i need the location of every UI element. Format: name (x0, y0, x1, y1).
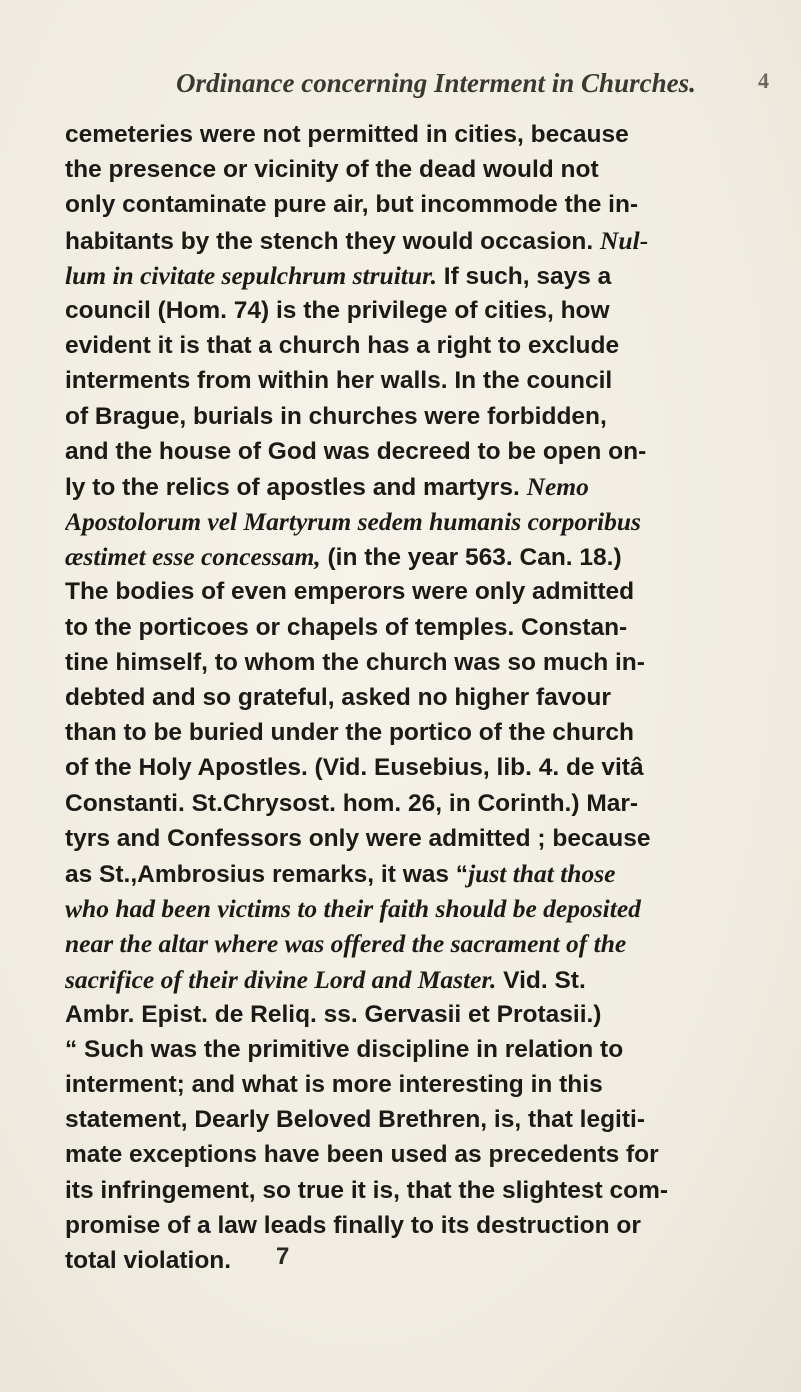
text-segment: total violation. (65, 1247, 232, 1274)
text-segment: only contaminate pure air, but incommode the in- (65, 191, 639, 219)
text-line (65, 1137, 800, 1172)
running-head (176, 68, 786, 104)
text-segment: its infringement, so true it is, that the slightest com- (65, 1176, 669, 1204)
text-line (65, 610, 800, 645)
italic-latin-segment: Apostolorum vel Martyrum sedem humanis corporibus (65, 507, 641, 537)
text-line (65, 504, 800, 539)
text-line (65, 1208, 800, 1243)
text-line (65, 1067, 800, 1102)
text-segment: council (Hom. 74) is the privilege of cities, how (65, 296, 610, 324)
italic-latin-segment: Nemo (526, 471, 589, 501)
text-line (65, 1032, 800, 1067)
body-text (65, 117, 800, 1278)
text-segment: If such, says a (436, 262, 612, 290)
text-segment: promise of a law leads finally to its destruction or (65, 1211, 641, 1239)
text-line (65, 187, 800, 222)
text-segment: than to be buried under the portico of the church (65, 719, 634, 747)
text-line (65, 152, 800, 187)
text-segment: (in the year 563. Can. 18.) (320, 544, 622, 572)
text-segment: ly to the relics of apostles and martyrs. (65, 473, 527, 501)
italic-latin-segment: just that those (468, 858, 616, 888)
text-line (65, 434, 800, 469)
text-segment: debted and so grateful, asked no higher favour (65, 684, 611, 711)
text-line (65, 1243, 800, 1278)
text-line (65, 399, 800, 434)
text-segment: cemeteries were not permitted in cities, because (65, 121, 629, 148)
text-segment: “ Such was the primitive discipline in relation to (65, 1035, 624, 1063)
text-line (65, 363, 800, 398)
italic-latin-segment: sacrifice of their divine Lord and Master. (65, 964, 497, 994)
text-segment: Constanti. St.Chrysost. hom. 26, in Corinth.) Mar- (65, 789, 639, 817)
text-segment: tine himself, to whom the church was so much in- (65, 648, 645, 676)
text-line (65, 786, 800, 821)
text-segment: interments from within her walls. In the council (65, 367, 613, 395)
text-line (65, 117, 800, 152)
italic-latin-segment: near the altar where was offered the sacrament of the (65, 929, 627, 959)
text-line (65, 997, 800, 1032)
italic-latin-segment: Nul- (600, 225, 649, 255)
text-segment: interment; and what is more interesting in this (65, 1071, 603, 1099)
running-head-title: Ordinance concerning Interment in Churches. (176, 68, 696, 98)
text-line (65, 962, 800, 997)
text-line (65, 645, 800, 680)
text-line (65, 574, 800, 609)
text-line (65, 258, 800, 293)
text-segment: of Brague, burials in churches were forbidden, (65, 402, 607, 430)
text-line (65, 856, 800, 891)
text-segment: mate exceptions have been used as precedents for (65, 1141, 659, 1169)
text-segment: evident it is that a church has a right to exclude (65, 332, 620, 360)
text-line (65, 680, 800, 715)
text-segment: Ambr. Epist. de Reliq. ss. Gervasii et Protasii.) (65, 1000, 602, 1028)
text-line (65, 223, 800, 258)
page-number: 4 (758, 68, 769, 93)
text-line (65, 328, 800, 363)
text-segment: and the house of God was decreed to be open on- (65, 437, 647, 465)
signature-mark: 7 (276, 1243, 290, 1270)
text-segment: statement, Dearly Beloved Brethren, is, that legiti- (65, 1106, 645, 1134)
italic-latin-segment: lum in civitate sepulchrum struitur. (65, 260, 437, 290)
text-line (65, 926, 800, 961)
italic-latin-segment: who had been victims to their faith should be deposited (65, 894, 641, 924)
text-line (65, 293, 800, 328)
text-line (65, 1102, 800, 1137)
italic-latin-segment: æstimet esse concessam, (65, 542, 321, 572)
text-line (65, 539, 800, 574)
text-line (65, 1173, 800, 1208)
text-segment: to the porticoes or chapels of temples. Constan- (65, 613, 628, 641)
text-segment: the presence or vicinity of the dead would not (65, 156, 599, 184)
text-segment: as St.,Ambrosius remarks, it was “ (65, 860, 469, 888)
text-line (65, 750, 800, 785)
text-line (65, 715, 800, 750)
text-line (65, 821, 800, 856)
text-line (65, 469, 800, 504)
text-segment: of the Holy Apostles. (Vid. Eusebius, lib. 4. de vitâ (65, 754, 644, 782)
text-segment: habitants by the stench they would occasion. (65, 227, 601, 255)
text-segment: Vid. St. (496, 966, 586, 994)
text-line (65, 891, 800, 926)
text-segment: tyrs and Confessors only were admitted ; because (65, 824, 651, 852)
text-segment: The bodies of even emperors were only admitted (65, 578, 635, 606)
